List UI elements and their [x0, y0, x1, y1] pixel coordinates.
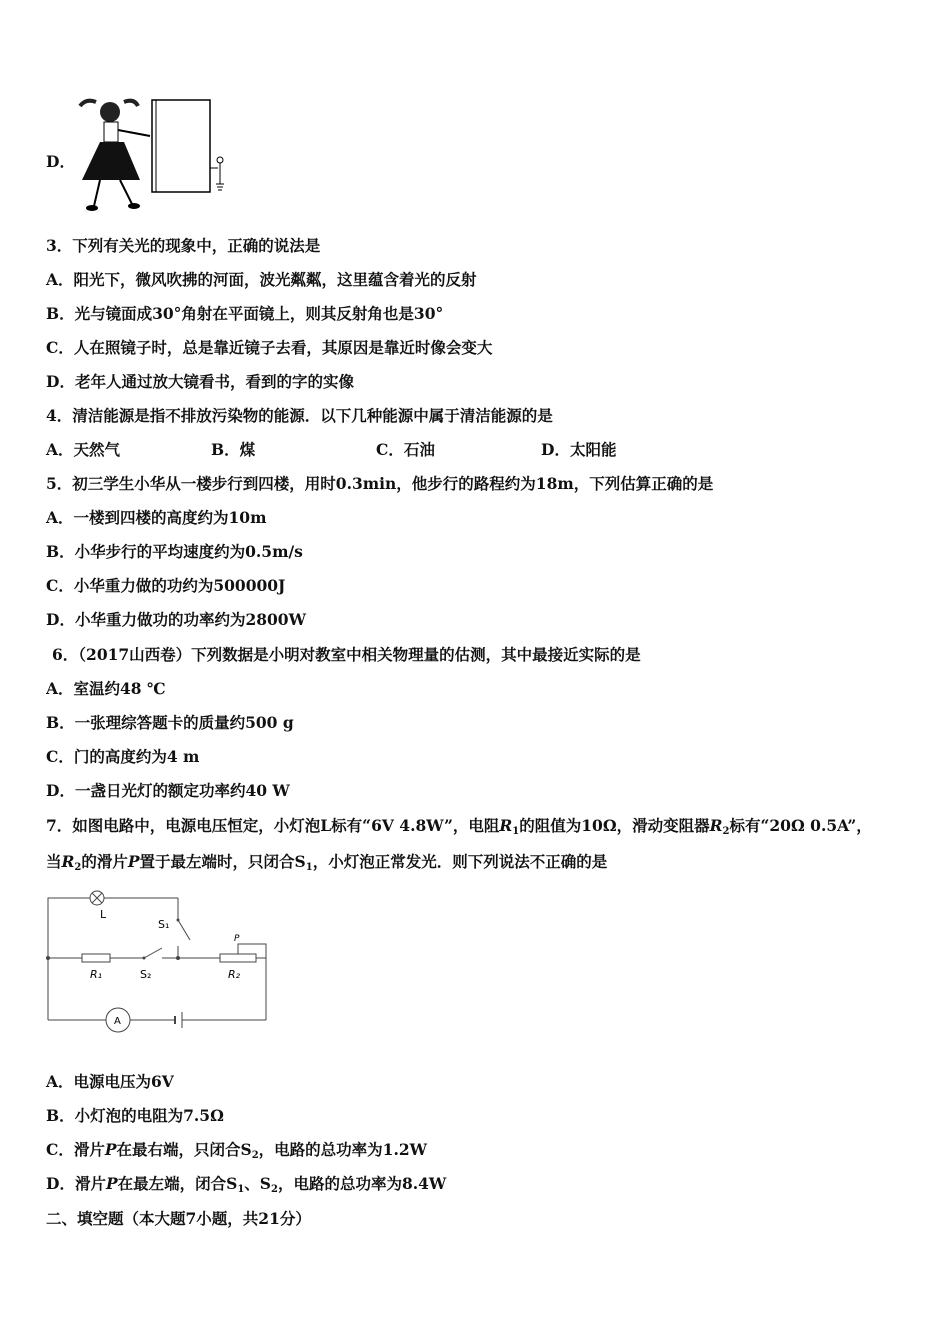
- label-s2: S₂: [140, 968, 152, 981]
- var-r2: R: [61, 852, 75, 871]
- q5-option-a: A．一楼到四楼的高度约为10m: [46, 508, 267, 527]
- q7-option-c-2: 在最右端，只闭合S: [116, 1140, 252, 1159]
- q4-options-row: [46, 440, 616, 460]
- q7-option-c-3: ，电路的总功率为1.2W: [258, 1140, 428, 1159]
- q7-stem-2a: 当: [46, 852, 62, 871]
- section-2-title: 二、填空题（本大题7小题，共21分）: [46, 1209, 311, 1228]
- q7-stem-2c: 置于最左端时，只闭合S: [139, 852, 306, 871]
- sub-1: 1: [512, 826, 520, 837]
- q3-option-b: B．光与镜面成30°角射在平面镜上，则其反射角也是30°: [46, 304, 444, 323]
- q7-stem-2d: ，小灯泡正常发光．则下列说法不正确的是: [312, 852, 608, 871]
- label-ammeter: A: [114, 1016, 121, 1027]
- q3-option-c: C．人在照镜子时，总是靠近镜子去看，其原因是靠近时像会变大: [46, 338, 493, 357]
- q2-option-d-label: D．: [46, 152, 75, 171]
- q7-option-d-1: D．滑片: [46, 1174, 106, 1193]
- q7-option-d-2: 在最左端，闭合S: [117, 1174, 238, 1193]
- sub-2: 2: [722, 826, 730, 837]
- q7-stem-1a: 7．如图电路中，电源电压恒定，小灯泡L标有“6V 4.8W”，电阻: [46, 816, 500, 835]
- q6-option-d: D．一盏日光灯的额定功率约40 W: [46, 781, 290, 800]
- label-r1: R₁: [90, 968, 103, 981]
- q5-option-c: C．小华重力做的功约为500000J: [46, 576, 286, 595]
- q7-option-d-3: 、S: [244, 1174, 271, 1193]
- var-p: P: [105, 1174, 118, 1193]
- q7-stem-line1: [46, 816, 872, 842]
- q7-option-a: A．电源电压为6V: [46, 1072, 174, 1091]
- q3-option-a: A．阳光下，微风吹拂的河面，波光粼粼，这里蕴含着光的反射: [46, 270, 477, 289]
- var-p: P: [104, 1140, 117, 1159]
- q3-option-d: D．老年人通过放大镜看书，看到的字的实像: [46, 372, 354, 391]
- q7-stem-1c: 标有“20Ω 0.5A”，: [729, 816, 872, 835]
- q7-option-b: B．小灯泡的电阻为7.5Ω: [46, 1106, 224, 1125]
- q7-stem-line2: [46, 852, 607, 878]
- q6-option-b: B．一张理综答题卡的质量约500 g: [46, 713, 294, 732]
- q6-option-a: A．室温约48 ℃: [46, 679, 166, 698]
- label-r2: R₂: [228, 968, 241, 981]
- q7-stem-1b: 的阻值为10Ω，滑动变阻器: [519, 816, 710, 835]
- q3-stem: 3．下列有关光的现象中，正确的说法是: [46, 236, 321, 255]
- label-lamp: L: [100, 908, 107, 921]
- var-r2: R: [709, 816, 723, 835]
- q4-option-d: D．太阳能: [541, 440, 617, 459]
- q7-stem-2b: 的滑片: [81, 852, 128, 871]
- sub-2: 2: [74, 862, 82, 873]
- q5-option-d: D．小华重力做功的功率约为2800W: [46, 610, 306, 629]
- q7-option-d-4: ，电路的总功率为8.4W: [277, 1174, 447, 1193]
- q7-option-c-1: C．滑片: [46, 1140, 105, 1159]
- sub-2: 2: [251, 1150, 259, 1161]
- q5-stem: 5．初三学生小华从一楼步行到四楼，用时0.3min，他步行的路程约为18m，下列估算正确的是: [46, 474, 714, 493]
- girl-refrigerator-figure: [70, 98, 235, 216]
- q4-option-a: A．天然气: [46, 440, 121, 459]
- q6-stem: 6．（2017山西卷）下列数据是小明对教室中相关物理量的估测，其中最接近实际的是: [52, 645, 641, 664]
- q5-option-b: B．小华步行的平均速度约为0.5m/s: [46, 542, 303, 561]
- q6-option-c: C．门的高度约为4 m: [46, 747, 200, 766]
- label-s1: S₁: [158, 918, 170, 931]
- circuit-diagram: [40, 888, 280, 1038]
- var-r1: R: [499, 816, 513, 835]
- q7-option-c: [46, 1140, 427, 1166]
- label-p: P: [234, 934, 240, 944]
- sub-1: 1: [305, 862, 313, 873]
- q4-option-b: B．煤: [211, 440, 256, 459]
- var-p: P: [127, 852, 140, 871]
- q4-option-c: C．石油: [376, 440, 435, 459]
- q4-stem: 4．清洁能源是指不排放污染物的能源．以下几种能源中属于清洁能源的是: [46, 406, 553, 425]
- sub-1: 1: [237, 1184, 245, 1195]
- sub-2: 2: [270, 1184, 278, 1195]
- q7-option-d: [46, 1174, 446, 1200]
